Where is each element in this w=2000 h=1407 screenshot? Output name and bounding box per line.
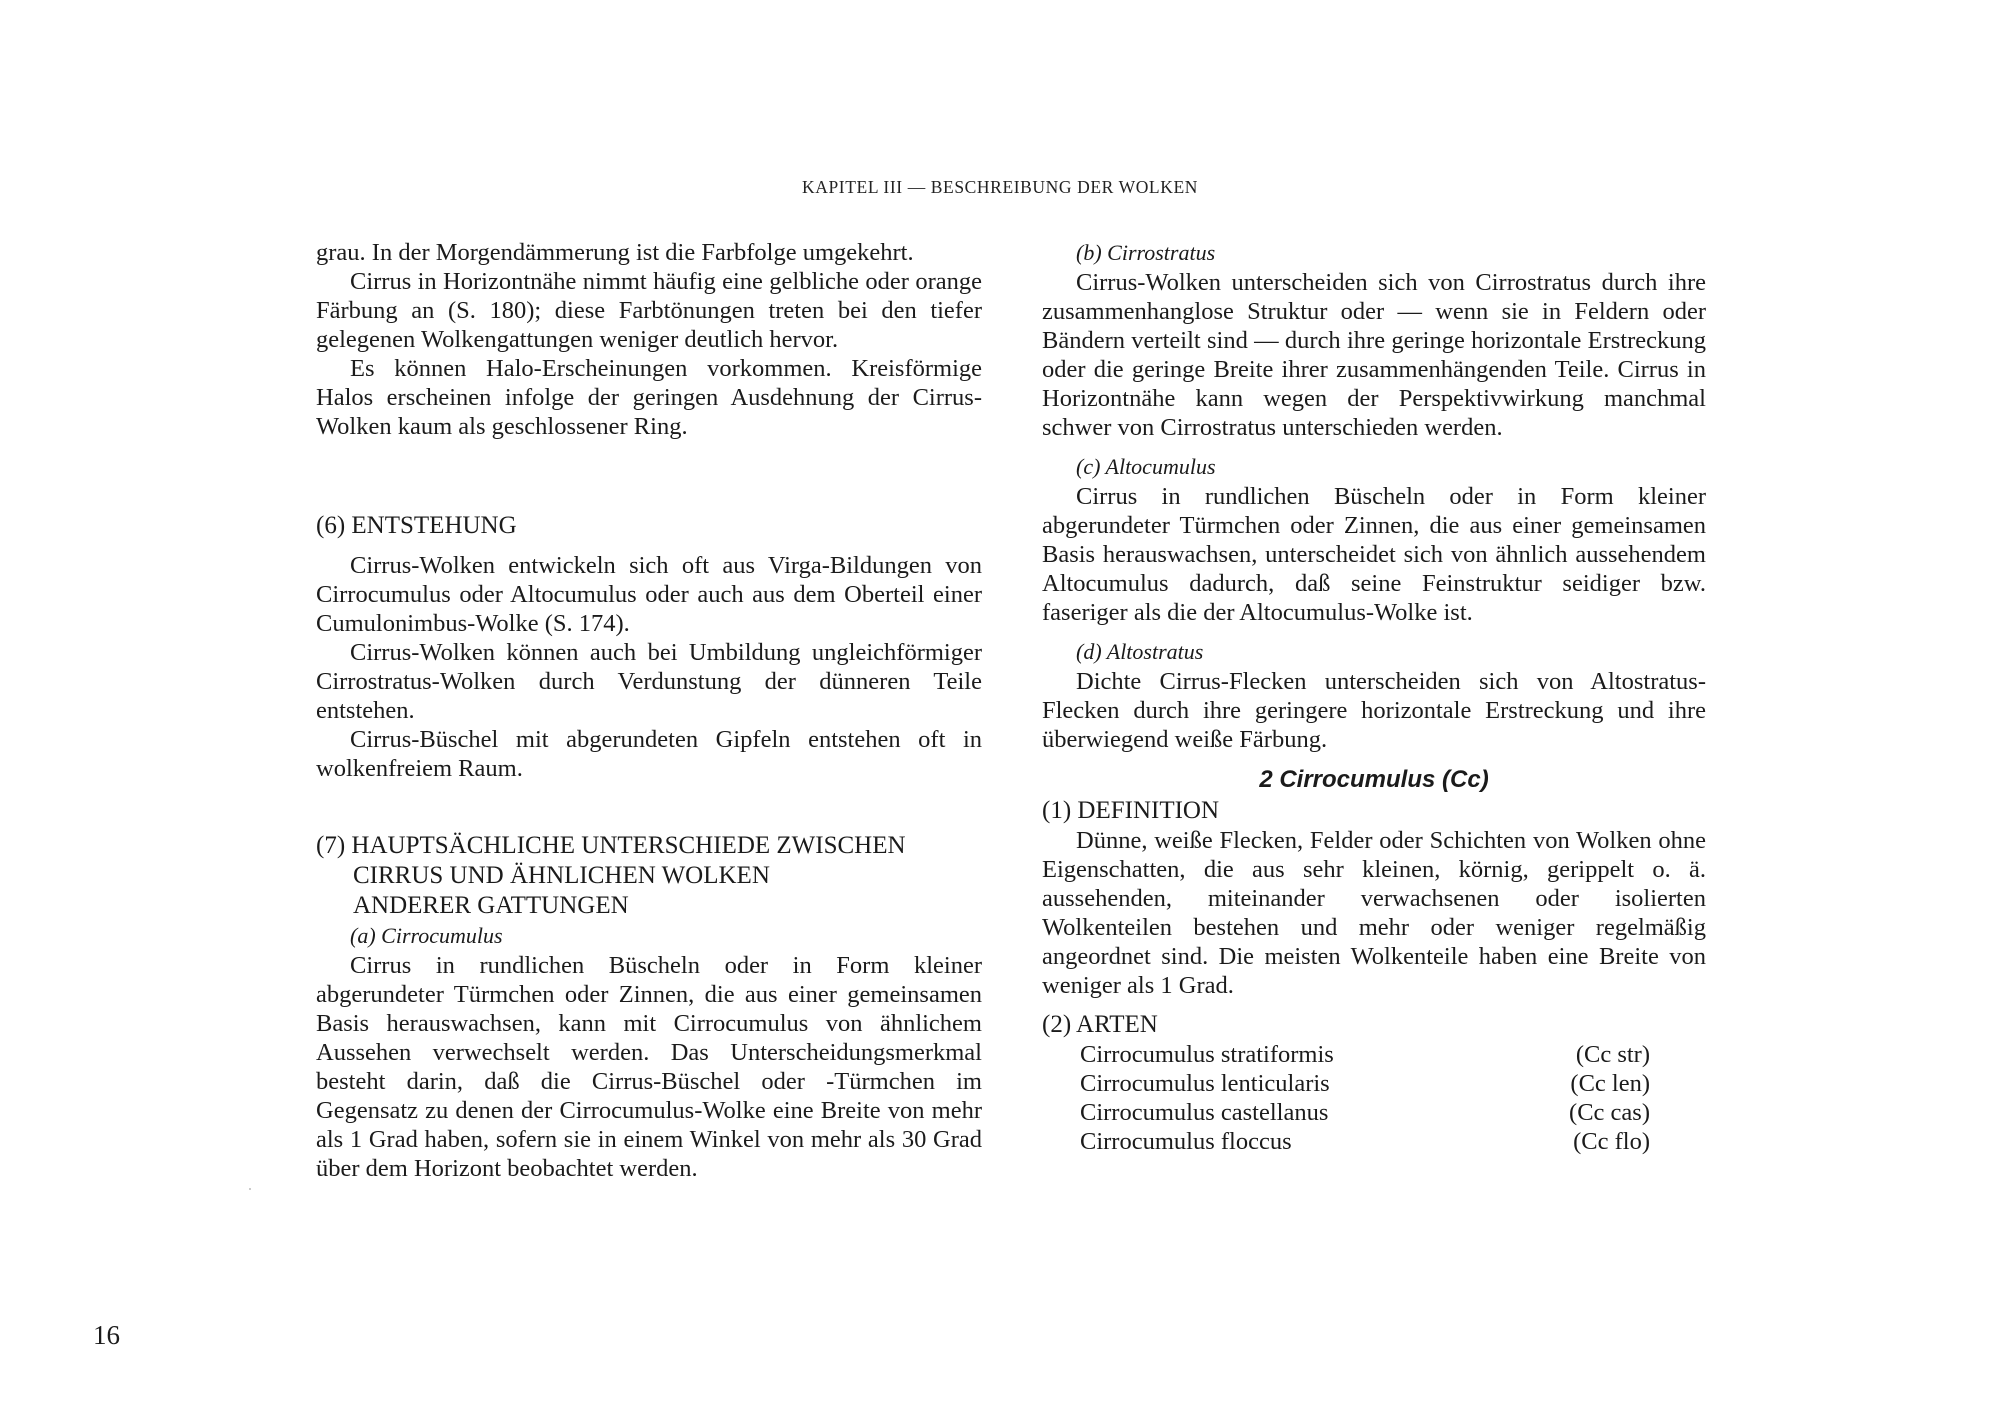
paragraph-halo: Es können Halo-Erscheinungen vorkommen. Kreisförmige Halos erscheinen infolge der geringen Ausdehnung der Cirrus-Wolken kaum als geschlossener Ring. bbox=[316, 355, 982, 440]
species-abbr: (Cc str) bbox=[1575, 1041, 1650, 1068]
species-item bbox=[1042, 1127, 1706, 1156]
paragraph-altostratus: Dichte Cirrus-Flecken unterscheiden sich von Altostratus-Flecken durch ihre geringere horizontale Erstreckung und ihre überwiegend weiße Färbung. bbox=[1042, 668, 1706, 753]
section-heading-entstehung: (6) ENTSTEHUNG bbox=[316, 512, 517, 539]
section-heading-definition: (1) DEFINITION bbox=[1042, 797, 1220, 824]
species-item bbox=[1042, 1040, 1706, 1069]
species-item bbox=[1042, 1069, 1706, 1098]
species-abbr: (Cc flo) bbox=[1573, 1128, 1650, 1155]
section-title-cirrocumulus: 2 Cirrocumulus (Cc) bbox=[1259, 766, 1489, 793]
subheading-altostratus: (d) Altostratus bbox=[1076, 639, 1204, 664]
heading-line-3: ANDERER GATTUNGEN bbox=[353, 892, 629, 919]
species-name: Cirrocumulus floccus bbox=[1080, 1128, 1292, 1155]
paragraph-cirrostratus: Cirrus-Wolken unterscheiden sich von Cirrostratus durch ihre zusammenhanglose Struktur oder — wenn sie in Feldern oder Bändern verteilt sind — durch ihre geringe horizontale Erstreckung oder die geringe Breite ihrer zusammenhängenden Teile. Cirrus in Horizontnähe kann wegen der Perspektivwirkung manchmal schwer von Cirrostratus unterschieden werden. bbox=[1042, 269, 1706, 441]
species-name: Cirrocumulus castellanus bbox=[1080, 1099, 1329, 1126]
subheading-cirrostratus: (b) Cirrostratus bbox=[1076, 240, 1216, 265]
subheading-altocumulus: (c) Altocumulus bbox=[1076, 454, 1216, 479]
paragraph-horizon-coloring: Cirrus in Horizontnähe nimmt häufig eine gelbliche oder orange Färbung an (S. 180); diese Farbtönungen treten bei den tiefer gelegenen Wolkengattungen weniger deutlich hervor. bbox=[316, 268, 982, 353]
paragraph-definition: Dünne, weiße Flecken, Felder oder Schichten von Wolken ohne Eigenschatten, die aus sehr kleinen, körnig, gerippelt o. ä. aussehenden, miteinander verwachsenen oder isolierten Wolkenteilen bestehen und mehr oder weniger regelmäßig angeordnet sind. Die meisten Wolkenteile haben eine Breite von weniger als 1 Grad. bbox=[1042, 827, 1706, 999]
species-list bbox=[1042, 1040, 1706, 1156]
paragraph-entstehung-3: Cirrus-Büschel mit abgerundeten Gipfeln entstehen oft in wolkenfreiem Raum. bbox=[316, 726, 982, 782]
section-heading-unterschiede bbox=[316, 831, 982, 921]
section-heading-arten: (2) ARTEN bbox=[1042, 1011, 1158, 1038]
paragraph-color-sequence: grau. In der Morgendämmerung ist die Farbfolge umgekehrt. bbox=[316, 239, 914, 266]
subheading-cirrocumulus: (a) Cirrocumulus bbox=[350, 923, 503, 948]
left-column bbox=[316, 238, 982, 1183]
paragraph-entstehung-2: Cirrus-Wolken können auch bei Umbildung ungleichförmiger Cirrostratus-Wolken durch Verdunstung der dünneren Teile entstehen. bbox=[316, 639, 982, 724]
species-item bbox=[1042, 1098, 1706, 1127]
species-name: Cirrocumulus stratiformis bbox=[1080, 1041, 1334, 1068]
paragraph-entstehung-1: Cirrus-Wolken entwickeln sich oft aus Virga-Bildungen von Cirrocumulus oder Altocumulus oder auch aus dem Oberteil einer Cumulonimbus-Wolke (S. 174). bbox=[316, 552, 982, 637]
paragraph-altocumulus: Cirrus in rundlichen Büscheln oder in Form kleiner abgerundeter Türmchen oder Zinnen, die aus einer gemeinsamen Basis herauswachsen, unterscheidet sich von ähnlich aussehendem Altocumulus dadurch, daß seine Feinstruktur seidiger bzw. faseriger als die der Altocumulus-Wolke ist. bbox=[1042, 483, 1706, 626]
page-number: 16 bbox=[93, 1320, 120, 1350]
species-abbr: (Cc cas) bbox=[1569, 1099, 1650, 1126]
paragraph-cirrocumulus: Cirrus in rundlichen Büscheln oder in Form kleiner abgerundeter Türmchen oder Zinnen, die aus einer gemeinsamen Basis herauswachsen, kann mit Cirrocumulus von ähnlichem Aussehen verwechselt werden. Das Unterscheidungsmerkmal besteht darin, daß die Cirrus-Büschel oder -Türmchen im Gegensatz zu denen der Cirrocumulus-Wolke eine Breite von mehr als 1 Grad haben, sofern sie in einem Winkel von mehr als 30 Grad über dem Horizont beobachtet werden. bbox=[316, 952, 982, 1182]
species-name: Cirrocumulus lenticularis bbox=[1080, 1070, 1330, 1097]
heading-line-2: CIRRUS UND ÄHNLICHEN WOLKEN bbox=[353, 862, 770, 889]
species-abbr: (Cc len) bbox=[1570, 1070, 1650, 1097]
heading-line-1: (7) HAUPTSÄCHLICHE UNTERSCHIEDE ZWISCHEN bbox=[316, 832, 906, 859]
paper-speck bbox=[249, 1188, 251, 1190]
right-column bbox=[1042, 238, 1706, 1156]
running-head: KAPITEL III — BESCHREIBUNG DER WOLKEN bbox=[802, 177, 1198, 197]
